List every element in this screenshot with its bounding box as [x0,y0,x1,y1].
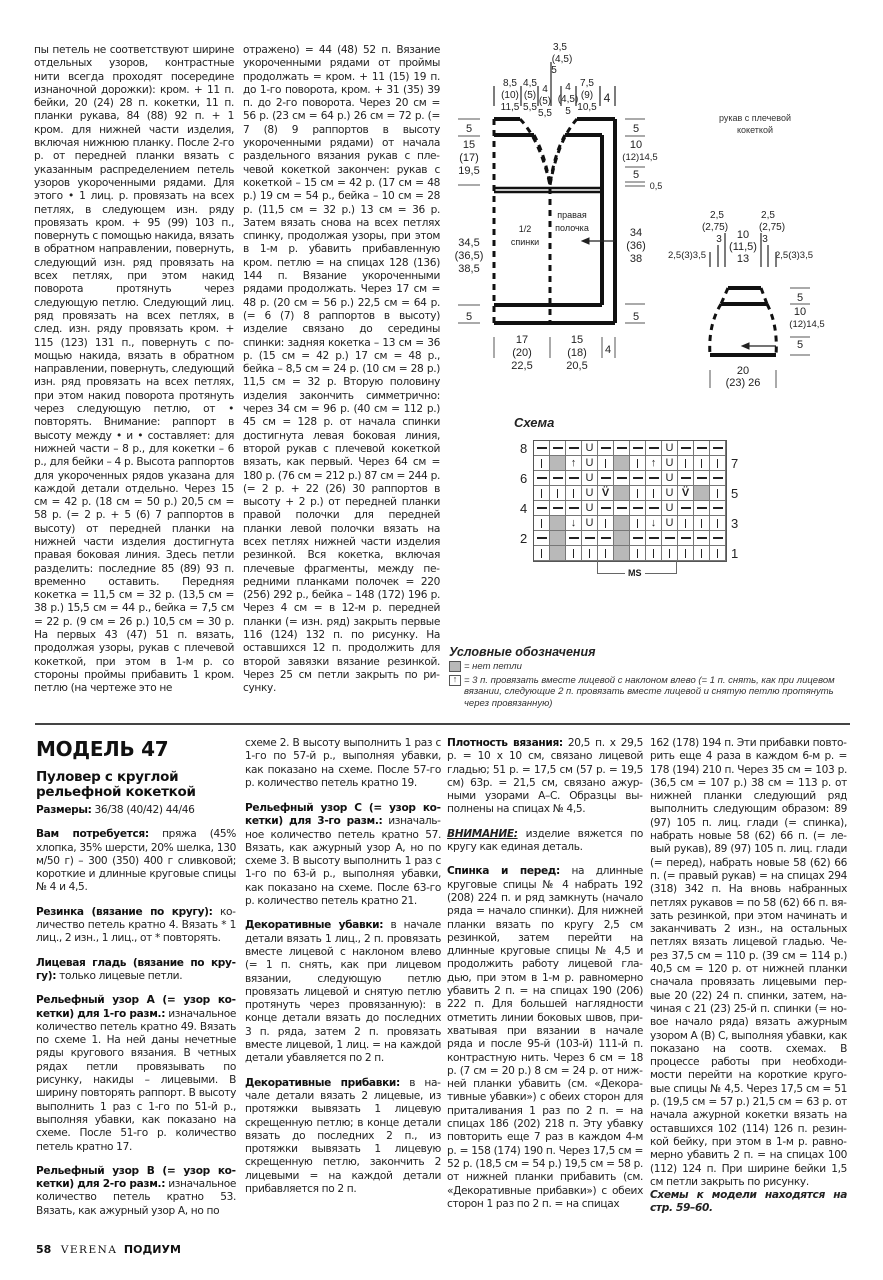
svg-text:правая: правая [557,210,587,220]
chart-cell-u: U [582,471,598,486]
chart-cell-bar [630,456,646,471]
pattern-b: Рельефный узор B (= узор кокетки) для 2-го разм.: изначальное количество петель кратно 53. Вязать, как ажурный узор А, но по [36,1164,236,1217]
chart-cell-u: U [582,486,598,501]
svg-text:5: 5 [632,123,640,135]
row-number: 7 [731,456,739,471]
chart-cell-bar [678,456,694,471]
chart-cell-dash [630,471,646,486]
svg-text:34: 34 [629,227,643,239]
chart-cell-bar [598,516,614,531]
instruction-paragraph: пы петель не соответствуют ширине отдельных узоров, контрастные нити всегда проходят посередине изнаночной дорожки): кром. + 11 п. бейки, 20 (24) 28 п. кокетки, 11 п. планки рукава, 84 (88) 92 п. + 1 кром. для нижней части изделия, включая нижнюю планку. После 2-го р. от передней планки вязать с указанным распределением петель узоров укороченными рядами. Для этого • 1 лиц. р. провязать на всех петлях, в следующем изн. ряду провязать кром. + 95 (99) 103 п., повернуть с помощью накида, вязать в обратном направлении, повернуть, следующий изн. ряд провязать на всех петлях, при этом накид поворота протянуть через следующую петлю. Следующий лиц. ряд провязать на всех петлях, в след. изн. ряду провязать кром. + 115 (123) 131 п., повернуть с помощью накида, вязать в обратном направлении, повернуть, следующий изн. ряд провязать на всех петлях, при этом накид поворота протянуть через следующую петлю, от • повторять. Внимание: раппорт в высоту между • и • составляет: для нижней части – 8 р., для кокетки – 6 р., для бейки – 4 р. Высота раппортов для укороченных рядов указана для каждой детали отдельно. Через 15 см = 42 р. (18 см = 50 р.) 20,5 см = 58 р. (= 2 р. + 5 (6) 7 раппортов в высоту) от передней планки на нижней части изделия достигнута правая боковая линия. Здесь петли разделить: последние 85 (89) 93 п. временно оставить. Передняя кокетка = 11,5 см = 32 р. (13,5 см = 38 р.) 15,5 см = 44 р., бейка = 7,5 см = 22 р. (9 см = 26 р.) 10,5 см = 30 р. На первых 43 (47) 51 п. вязать, продолжая узоры, рукав с плечевой кокеткой, при этом в 1-м р. со стороны проймы прибавить 1 кром. петлю (на чертеже это не [34,44,234,695]
svg-text:4: 4 [604,344,612,356]
svg-text:2,5: 2,5 [710,210,724,221]
decorative-decreases: Декоративные убавки: в начале детали вязать 1 лиц., 2 п. провязать вместе лицевой с наклоном влево (= 1 п. снять, как при лицевом вязании, следующую петлю провязать лицевой и снятую петлю протянуть через провязанную): в конце детали вязать до последних 3 п. ряда, затем 2 п. провязать вместе лицевой, 1 лиц. = на каждой детали убавляется по 2 п. [245,919,441,1065]
legend-title: Условные обозначения [449,645,596,659]
materials: Вам потребуется: пряжа (45% хлопка, 35% шерсти, 20% шелка, 130 м/50 г) – 300 (350) 400 г сливковой; короткие и длинные круговые спицы № 4 и 4,5. [36,828,236,894]
chart-cell-u: U [582,456,598,471]
chart-cell-dash [582,531,598,546]
arrow-icon [742,343,776,349]
model-column-2 [245,737,441,1196]
svg-text:22,5: 22,5 [511,360,533,372]
right-dimension-labels [622,119,662,323]
chart-cell-dash [694,441,710,456]
repeat-label: MS [625,568,645,578]
chart-cell-dash [566,441,582,456]
chart-cell-dash [566,471,582,486]
chart-cell-bar [630,516,646,531]
bottom-dimension-labels [494,334,615,372]
svg-text:15: 15 [462,139,476,151]
attention-note: ВНИМАНИЕ: изделие вяжется по кругу как единая деталь. [447,827,643,854]
svg-text:15: 15 [570,334,584,346]
svg-text:3,5: 3,5 [553,42,567,53]
svg-text:5: 5 [796,339,804,351]
chart-cell-bar [534,516,550,531]
magazine-brand-suffix: ПОДИУМ [123,1243,181,1256]
svg-text:(5): (5) [523,90,537,101]
svg-text:10: 10 [793,306,807,318]
chart-cell-gray [550,531,566,546]
model-title: МОДЕЛЬ 47 [36,737,169,761]
pattern-b-continued: схеме 2. В высоту выполнить 1 раз с 1-го по 57-й р., выполняя убавки, как показано на схеме. После 57-го р. количество петель кратно 19. [245,737,441,789]
chart-legend [449,645,849,711]
chart-cell-bar [534,456,550,471]
magazine-brand: VERENA [60,1244,118,1256]
decorative-increases: Декоративные прибавки: в начале детали вязать 2 лицевые, из протяжки вывязать 1 лицевую скрещенную петлю; в конце детали вязать до последних 2 п., из протяжки вывязать 1 лицевую скрещенную петлю, закончить 2 лицевыми = на каждой детали прибавляется по 2 п. [245,1076,441,1196]
chart-cell-dash [646,531,662,546]
up-arrow-icon: ↑ [449,675,461,686]
svg-text:(10): (10) [501,90,519,101]
chart-cell-u: U [582,501,598,516]
chart-cell-bar [694,516,710,531]
chart-cell-u: U [662,441,678,456]
chart-cell-bar [582,546,598,561]
svg-text:34,5: 34,5 [458,237,480,249]
svg-text:спинки: спинки [510,237,540,247]
svg-text:8,5: 8,5 [503,78,517,89]
chart-cell-dash [646,501,662,516]
svg-text:(11,5): (11,5) [729,241,757,253]
svg-text:10,5: 10,5 [577,102,597,113]
chart-cell-dash [566,531,582,546]
chart-cell-bar [710,546,726,561]
chart-cell-dash [630,531,646,546]
top-dimension-labels [501,42,611,119]
chart-cell-dash [566,501,582,516]
row-number: 2 [520,531,528,546]
chart-cell-gray [550,516,566,531]
svg-text:3: 3 [762,234,768,245]
arrow-icon [582,238,615,244]
chart-cell-bar [534,486,550,501]
svg-text:(4,5): (4,5) [551,54,573,65]
svg-text:38,5: 38,5 [458,263,480,275]
chart-cell-bar [694,546,710,561]
chart-cell-u: U [582,441,598,456]
chart-cell-bar [710,486,726,501]
chart-cell-dash [614,441,630,456]
svg-text:(17): (17) [459,152,479,164]
chart-cell-bar [566,546,582,561]
svg-text:19,5: 19,5 [458,165,480,177]
chart-cell-dash [662,531,678,546]
chart-cell-bar [710,516,726,531]
chart-cell-gray [550,546,566,561]
svg-text:(23) 26: (23) 26 [725,377,761,389]
svg-text:0,5: 0,5 [649,181,663,191]
rib-stitch: Резинка (вязание по кругу): количество петель кратно 4. Вязать * 1 лиц., 2 изн., 1 лиц., от * повторять. [36,905,236,945]
chart-cell-u: U [662,471,678,486]
chart-cell-dash [678,471,694,486]
svg-text:(2,75): (2,75) [758,222,786,233]
svg-text:5: 5 [796,292,804,304]
model-subtitle: Пуловер с круглой рельефной кокеткой [36,769,196,800]
chart-cell-bar [646,546,662,561]
left-dimension-labels [455,119,484,323]
chart-cell-gray [614,456,630,471]
svg-text:13: 13 [736,253,750,265]
row-number: 8 [520,441,528,456]
model-column-4 [650,737,847,1216]
chart-cell-u: U [582,516,598,531]
row-number: 6 [520,471,528,486]
chart-cell-dash [598,531,614,546]
svg-text:(20): (20) [512,347,532,359]
svg-text:(36): (36) [626,240,646,252]
chart-cell-gray [614,531,630,546]
chart-cell-dash [694,501,710,516]
svg-text:5: 5 [465,311,473,323]
svg-text:(2,75): (2,75) [701,222,729,233]
garment-schematic [450,40,850,389]
chart-cell-dash [678,501,694,516]
chart-cell-dash [646,441,662,456]
chart-cell-dash [710,501,726,516]
svg-text:10: 10 [736,229,750,241]
chart-cell-bar [694,456,710,471]
svg-text:5: 5 [565,106,571,117]
chart-cell-dash [598,441,614,456]
chart-cell-dash [550,471,566,486]
svg-text:(5): (5) [538,96,552,107]
chart-cell-gray [614,516,630,531]
svg-text:5: 5 [632,311,640,323]
chart-cell-bar [678,516,694,531]
legend-item-decrease: ↑ = 3 п. провязать вместе лицевой с наклоном влево (= 1 п. снять, как при лицевом вязании, следующие 2 п. провязать вместе лицевой и снятую петлю протянуть через провязанную) [449,675,849,710]
gauge: Плотность вязания: 20,5 п. x 29,5 р. = 10 x 10 см, связано лицевой гладью; 51 р. = 17,5 см (57 р. = 19,5 см) 63р. = 21,5 см, связано ажурными узорами А–С. Образцы выполнены на спицах № 4,5. [447,737,643,816]
svg-text:11,5: 11,5 [500,102,520,113]
svg-text:2,5: 2,5 [761,210,775,221]
chart-cell-dash [598,501,614,516]
chart-cell-u: U [662,456,678,471]
svg-text:(12)14,5: (12)14,5 [789,319,825,330]
svg-text:(9): (9) [580,90,594,101]
chart-cell-up: ↑ [646,456,662,471]
svg-text:(36,5): (36,5) [454,250,484,262]
svg-text:4: 4 [565,82,571,93]
chart-cell-gray [614,486,630,501]
chart-cell-down: ↓ [566,516,582,531]
svg-text:(12)14,5: (12)14,5 [622,152,658,163]
body-instructions-continued: 162 (178) 194 п. Эти прибавки повторить еще 4 раза в каждом 6-м р. = 178 (194) 210 п. Через 35 см = 103 р. (36,5 см = 107 р.) 38 см = 113 р. от нижней планки следующий ряд выполнить следующим образом: 89 (97) 105 п. лиц. глади (= спинка), набрать новые 58 (62) 66 п. (= левый рукав), 89 (97) 105 п. лиц. глади (= перед), набрать новые 58 (62) 66 п. (= правый рукав) = на спицах 294 (318) 342 п. На вновь набранных петлях рукавов = по 58 (62) 66 п. вязать резинкой, при этом начинать и заканчивать 2 изн., на остальных петлях вязать лицевой гладью. Через 37,5 см = 110 р. (39 см = 114 р.) 40,5 см = 120 р. от нижней планки сначала провязать лицевыми первые 20 (22) 24 п. спинки, затем, начиная с 21 (23) 25-й п. спинки (= новое начало ряда) вязать ажурным узором А (В) С, выполняя убавки, как показано на соотв. схемах. В процессе работы при необходимости перейти на короткие круговые спицы № 4,5. Через 17,5 см = 51 р. (19,5 см = 57 р.) 21,5 см = 63 р. от начала ажурной кокетки вязать на оставшихся 102 (114) 126 п. резинкой бейку, при этом в 1-м р. равномерно убавить 2 п. = на спицах 100 (112) 124 п. При ширине бейки 1,5 см петли закрыть по рисунку. [650,737,847,1188]
sleeve-title: рукав с плечевой кокеткой [718,113,792,135]
svg-text:4,5: 4,5 [523,78,537,89]
page-footer [36,1243,181,1256]
pattern-c: Рельефный узор С (= узор кокетки) для 3-го разм.: изначальное количество петель кратно 57. Вязать, как ажурный узор А, но по схеме 3. В высоту выполнить 1 раз с 1-го по 63-й р., выполняя убавки, как показано на схеме. После 63-го р. количество петель кратно 21. [245,802,441,908]
svg-text:20: 20 [736,365,750,377]
svg-text:5,5: 5,5 [523,102,537,113]
instruction-paragraph: отражено) = 44 (48) 52 п. Вязание укороченными рядами от проймы продолжать = кром. + 11 (15) 19 п. до 1-го поворота, кром. + 31 (35) 39 п. до 2-го поворота. Через 20 см = 56 р. (23 см = 64 р.) 26 см = 72 р. (= 7 (8) 9 раппортов в высоту укороченными рядами) от начала раздельного вязания рукав с плечевой кокеткой закончен: рукав с кокеткой – 15 см = 42 р. (17 см = 48 р.) 19 см = 54 р., бейка – 10 см = 28 р. (11,5 см = 32 р.) 13 см = 36 р. Затем вязать снова на всех петлях спинку, продолжая узоры, при этом в 1-м р. убавить прибавленную кром. петлю = на спицах 128 (136) 144 п. Вязание укороченными рядами продолжать. Через 17 см = 48 р. (20 см = 56 р.) 22,5 см = 64 р. (= 6 (7) 8 раппортов в высоту) изделие связано до середины спинки: задняя кокетка – 13 см = 36 р. (15 см = 42 р.) 17 см = 48 р., бейка – 8,5 см = 24 р. (10 см = 28 р.) 11,5 см = 32 р. Вторую половину изделия закончить симметрично: через 34 см = 96 р. (40 см = 112 р.) 45 см = 128 р. от начала спинки достигнута левая боковая линия, второй рукав с плечевой кокеткой вязать, как первый. Через 64 см = 180 р. (76 см = 212 р.) 87 см = 244 р. (= 2 р. + 22 (26) 30 раппортов в высоту + 2 р.) от передней планки правой полочки для передней планки левой полочки вязать на всех петлях нижней части изделия резинкой. Вся кокетка, включая плечевые фрагменты, между передними планками полочек = 220 (256) 292 р., бейка – 148 (172) 196 р. Через 4 см = в 12-м р. передней планки (= изн. ряд) закрыть первые 116 (124) 132 п. по рисунку. На оставшихся 12 п. продолжить для второй завязки вязание резинкой. Через 25 см петли закрыть по рисунку. [243,44,440,695]
svg-text:38: 38 [629,253,643,265]
model-column-1 [36,770,236,1218]
chart-cell-dash [710,531,726,546]
chart-cell-bar [630,486,646,501]
chart-cell-dash [550,501,566,516]
svg-text:5: 5 [551,65,557,76]
continued-instructions-column-1 [34,44,234,696]
chart-cell-dash [534,501,550,516]
chart-cell-dbl: V̈ [678,486,694,501]
chart-cell-gray [550,456,566,471]
chart-cell-gray [694,486,710,501]
chart-cell-bar [678,546,694,561]
legend-item-no-stitch: = нет петли [449,661,849,673]
chart-cell-dash [614,471,630,486]
model-column-3 [447,737,643,1211]
chart-cell-dash [630,441,646,456]
section-divider [35,723,850,725]
chart-cell-dash [678,531,694,546]
chart-cell-dash [534,531,550,546]
chart-cell-bar [598,456,614,471]
svg-text:полочка: полочка [555,223,589,233]
svg-text:5: 5 [632,169,640,181]
svg-text:(4,5): (4,5) [557,94,579,105]
row-number: 4 [520,501,528,516]
chart-cell-dash [710,471,726,486]
page-number: 58 [36,1243,52,1256]
chart-cell-dash [598,471,614,486]
svg-text:2,5(3)3,5: 2,5(3)3,5 [667,250,707,261]
chart-cell-u: U [662,486,678,501]
chart-cell-dash [710,441,726,456]
chart-cell-bar [598,546,614,561]
svg-text:4: 4 [603,91,611,105]
svg-text:17: 17 [515,334,529,346]
body-instructions: Спинка и перед: на длинные круговые спицы № 4 набрать 192 (208) 224 п. и ряд замкнуть (начало ряда = начало спинки). Для нижней планки вязать по кругу 2,5 см резинкой, затем перейти на длинные круговые спицы № 4,5 и продолжить работу лицевой гладью, при этом в 1-м р. равномерно убавить 2 п. = на спицах 190 (206) 222 п. Для большей наглядности отметить линии боковых швов, прихватывая при вязании в начале ряда и после 95-й (103-й) 111-й п. контрастную нить. Через 6 см = 18 р. (7 см = 20 р.) 8 см = 24 р. от нижней планки убавить (см. «Декоративные убавки») с обеих сторон для приталивания 1 раз по 2 п. = на спицах 186 (202) 218 п. Эту убавку повторить еще 7 раз в каждом 4-м р. = 158 (174) 190 п. Через 17,5 см = 52 р. (18,5 см = 54 р.) 19,5 см = 58 р. от нижней планки прибавить (см. «Декоративные прибавки») с обеих сторон 1 раз по 2 п. = на спицах [447,865,643,1210]
chart-cell-dbl: V̈ [598,486,614,501]
chart-cell-dash [614,501,630,516]
svg-text:4: 4 [542,84,548,95]
sleeve-schematic [668,210,825,389]
row-number: 5 [731,486,739,501]
chart-cell-gray [614,546,630,561]
svg-text:5,5: 5,5 [538,108,552,119]
chart-cell-dash [534,441,550,456]
svg-text:3: 3 [716,234,722,245]
chart-title: Схема [514,415,555,430]
chart-cell-bar [566,486,582,501]
chart-cell-u: U [662,516,678,531]
svg-text:7,5: 7,5 [580,78,594,89]
chart-cell-dash [550,441,566,456]
chart-cell-u: U [662,501,678,516]
chart-cell-dash [534,471,550,486]
chart-cell-bar [550,486,566,501]
chart-cell-bar [630,546,646,561]
svg-text:(18): (18) [567,347,587,359]
chart-cell-dash [646,471,662,486]
row-number: 1 [731,546,739,561]
chart-cell-dash [630,501,646,516]
gray-square-icon [449,661,461,672]
chart-cell-dash [694,531,710,546]
svg-text:10: 10 [629,139,643,151]
svg-text:2,5(3)3,5: 2,5(3)3,5 [774,250,814,261]
chart-cell-bar [646,486,662,501]
chart-cell-up: ↑ [566,456,582,471]
pattern-a: Рельефный узор А (= узор кокетки) для 1-го разм.: изначальное количество петель кратно 49. Вязать по схеме 1. На ней даны нечетные ряды кругового вязания. В четных рядах петли провязывать по рисунку, накиды – лицевыми. В ширину повторять раппорт. В высоту выполнить 1 раз с 1-го по 51-й р., выполняя убавки, как показано на схеме. После 51-го р. количество петель кратно 17. [36,994,236,1153]
row-number: 3 [731,516,739,531]
chart-cell-dash [694,471,710,486]
charts-reference-note: Схемы к модели находятся на стр. 59–60. [650,1189,847,1215]
stockinette-stitch: Лицевая гладь (вязание по кругу): только лицевые петли. [36,956,236,982]
svg-text:5: 5 [465,123,473,135]
chart-cell-dash [678,441,694,456]
chart-cell-bar [710,456,726,471]
sizes: Размеры: 36/38 (40/42) 44/46 [36,804,195,816]
stitch-chart-grid [533,440,727,562]
svg-text:20,5: 20,5 [566,360,588,372]
continued-instructions-column-2 [243,44,440,696]
chart-cell-down: ↓ [646,516,662,531]
chart-cell-bar [662,546,678,561]
svg-text:1/2: 1/2 [518,224,532,234]
chart-cell-bar [534,546,550,561]
